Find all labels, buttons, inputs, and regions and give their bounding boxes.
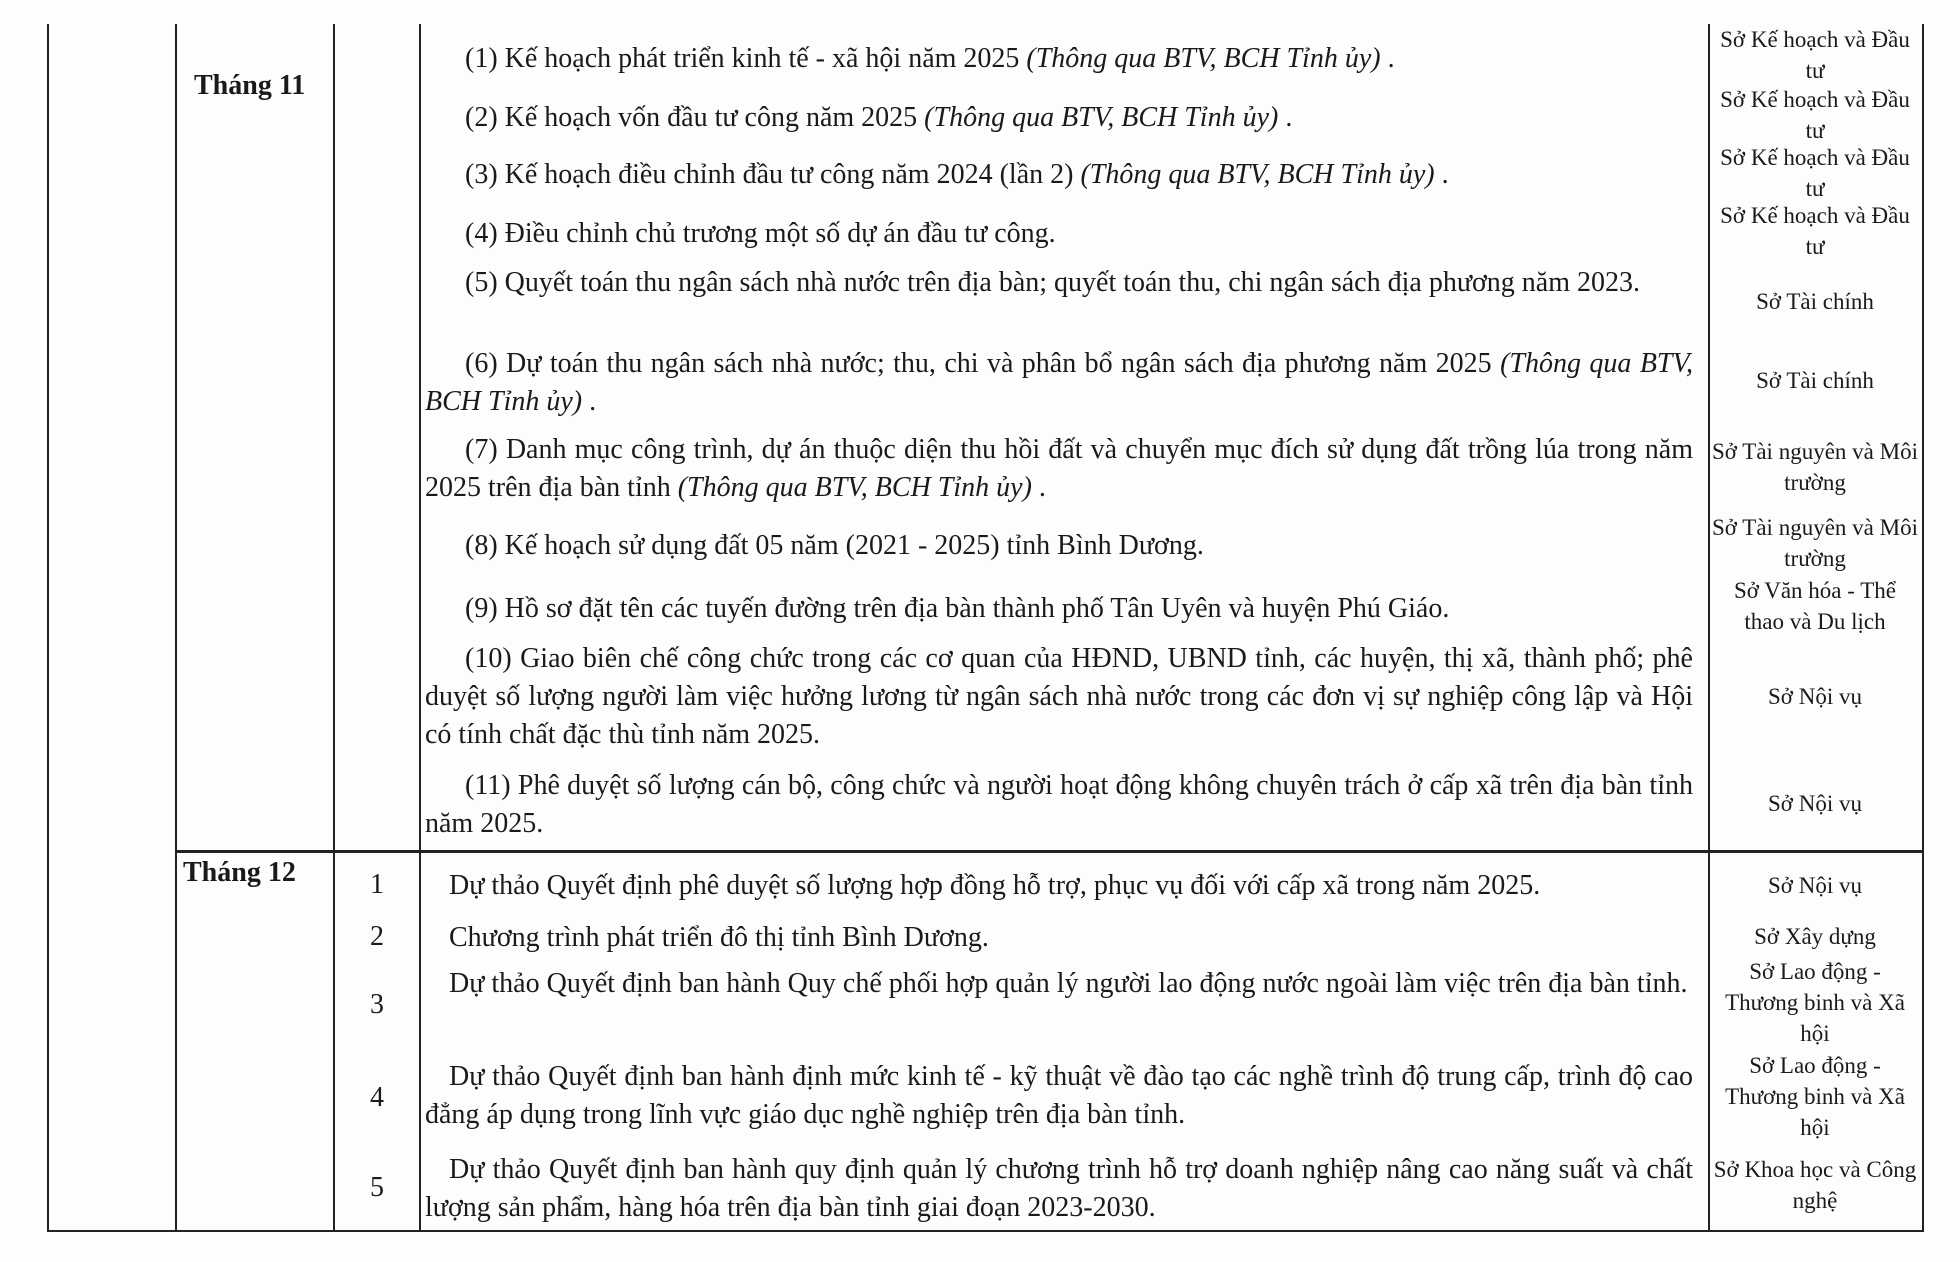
table-row-content: (4) Điều chỉnh chủ trương một số dự án đầu tư công. (465, 218, 1056, 249)
table-border-bottom (47, 1230, 1924, 1232)
department-cell: Sở Kế hoạch và Đầu tư (1720, 27, 1910, 83)
department-cell: Sở Lao động - Thương binh và Xã hội (1725, 959, 1905, 1046)
table-row-content: Dự thảo Quyết định ban hành Quy chế phối hợp quản lý người lao động nước ngoài làm việc trên địa bàn tỉnh. (449, 968, 1688, 999)
table-row-content: (8) Kế hoạch sử dụng đất 05 năm (2021 - 2025) tỉnh Bình Dương. (465, 530, 1204, 561)
department-cell: Sở Nội vụ (1768, 684, 1862, 709)
table-row-content: Dự thảo Quyết định ban hành định mức kinh tế - kỹ thuật về đào tạo các nghề trình độ trung cấp, trình độ cao đẳng áp dụng trong lĩnh vực giáo dục nghề nghiệp trên địa bàn tỉnh. (425, 1061, 1693, 1130)
department-cell: Sở Văn hóa - Thể thao và Du lịch (1733, 578, 1897, 634)
table-row-content: (10) Giao biên chế công chức trong các cơ quan của HĐND, UBND tỉnh, các huyện, thị xã, thành phố; phê duyệt số lượng người làm việc hưởng lương từ ngân sách nhà nước trong các đơn vị sự nghiệp công lập và Hội có tính chất đặc thù tỉnh năm 2025. (425, 643, 1693, 750)
table-row-content: (2) Kế hoạch vốn đầu tư công năm 2025 (Thông qua BTV, BCH Tỉnh ủy) . (465, 102, 1293, 133)
department-cell: Sở Nội vụ (1768, 791, 1862, 816)
column-divider (333, 24, 335, 1232)
month-label-11: Tháng 11 (194, 70, 306, 101)
table-row-content: (5) Quyết toán thu ngân sách nhà nước trên địa bàn; quyết toán thu, chi ngân sách địa phương năm 2023. (465, 267, 1641, 298)
table-row-content: Dự thảo Quyết định ban hành quy định quản lý chương trình hỗ trợ doanh nghiệp nâng cao năng suất và chất lượng sản phẩm, hàng hóa trên địa bàn tỉnh giai đoạn 2023-2030. (425, 1154, 1693, 1223)
department-cell: Sở Tài chính (1756, 368, 1874, 393)
table-row-content: (9) Hồ sơ đặt tên các tuyến đường trên địa bàn thành phố Tân Uyên và huyện Phú Giáo. (465, 593, 1450, 624)
table-border-right (1922, 24, 1924, 1232)
table-row-content: (6) Dự toán thu ngân sách nhà nước; thu, chi và phân bổ ngân sách địa phương năm 2025 (Thông qua BTV, BCH Tỉnh ủy) . (425, 348, 1693, 417)
department-cell: Sở Tài nguyên và Môi trường (1712, 515, 1918, 571)
month-label-12: Tháng 12 (183, 857, 296, 888)
department-cell: Sở Tài chính (1756, 289, 1874, 314)
department-cell: Sở Khoa học và Công nghệ (1713, 1157, 1917, 1213)
department-cell: Sở Lao động - Thương binh và Xã hội (1725, 1053, 1905, 1140)
table-row-content: (3) Kế hoạch điều chỉnh đầu tư công năm 2024 (lần 2) (Thông qua BTV, BCH Tỉnh ủy) . (465, 159, 1449, 190)
department-cell: Sở Nội vụ (1768, 873, 1862, 898)
column-divider (419, 24, 421, 1232)
table-row-content: (11) Phê duyệt số lượng cán bộ, công chức và người hoạt động không chuyên trách ở cấp xã trên địa bàn tỉnh năm 2025. (425, 770, 1693, 839)
table-row-content: Dự thảo Quyết định phê duyệt số lượng hợp đồng hỗ trợ, phục vụ đối với cấp xã trong năm 2025. (449, 870, 1541, 901)
table-row-content: Chương trình phát triển đô thị tỉnh Bình Dương. (449, 922, 989, 953)
table-border-left (47, 24, 49, 1232)
table-row-content: (7) Danh mục công trình, dự án thuộc diện thu hồi đất và chuyển mục đích sử dụng đất trồng lúa trong năm 2025 trên địa bàn tỉnh (Thông qua BTV, BCH Tỉnh ủy) . (425, 434, 1693, 503)
row-number: 5 (370, 1172, 384, 1203)
row-number: 1 (370, 869, 384, 900)
month-divider (175, 850, 1924, 853)
department-cell: Sở Kế hoạch và Đầu tư (1720, 87, 1910, 143)
table-row-content: (1) Kế hoạch phát triển kinh tế - xã hội năm 2025 (Thông qua BTV, BCH Tỉnh ủy) . (465, 43, 1395, 74)
department-cell: Sở Kế hoạch và Đầu tư (1720, 145, 1910, 201)
column-divider (175, 24, 177, 1232)
department-cell: Sở Tài nguyên và Môi trường (1712, 439, 1918, 495)
row-number: 3 (370, 989, 384, 1020)
row-number: 2 (370, 921, 384, 952)
row-number: 4 (370, 1082, 384, 1113)
column-divider (1708, 24, 1710, 1232)
department-cell: Sở Kế hoạch và Đầu tư (1720, 203, 1910, 259)
department-cell: Sở Xây dựng (1754, 924, 1876, 949)
